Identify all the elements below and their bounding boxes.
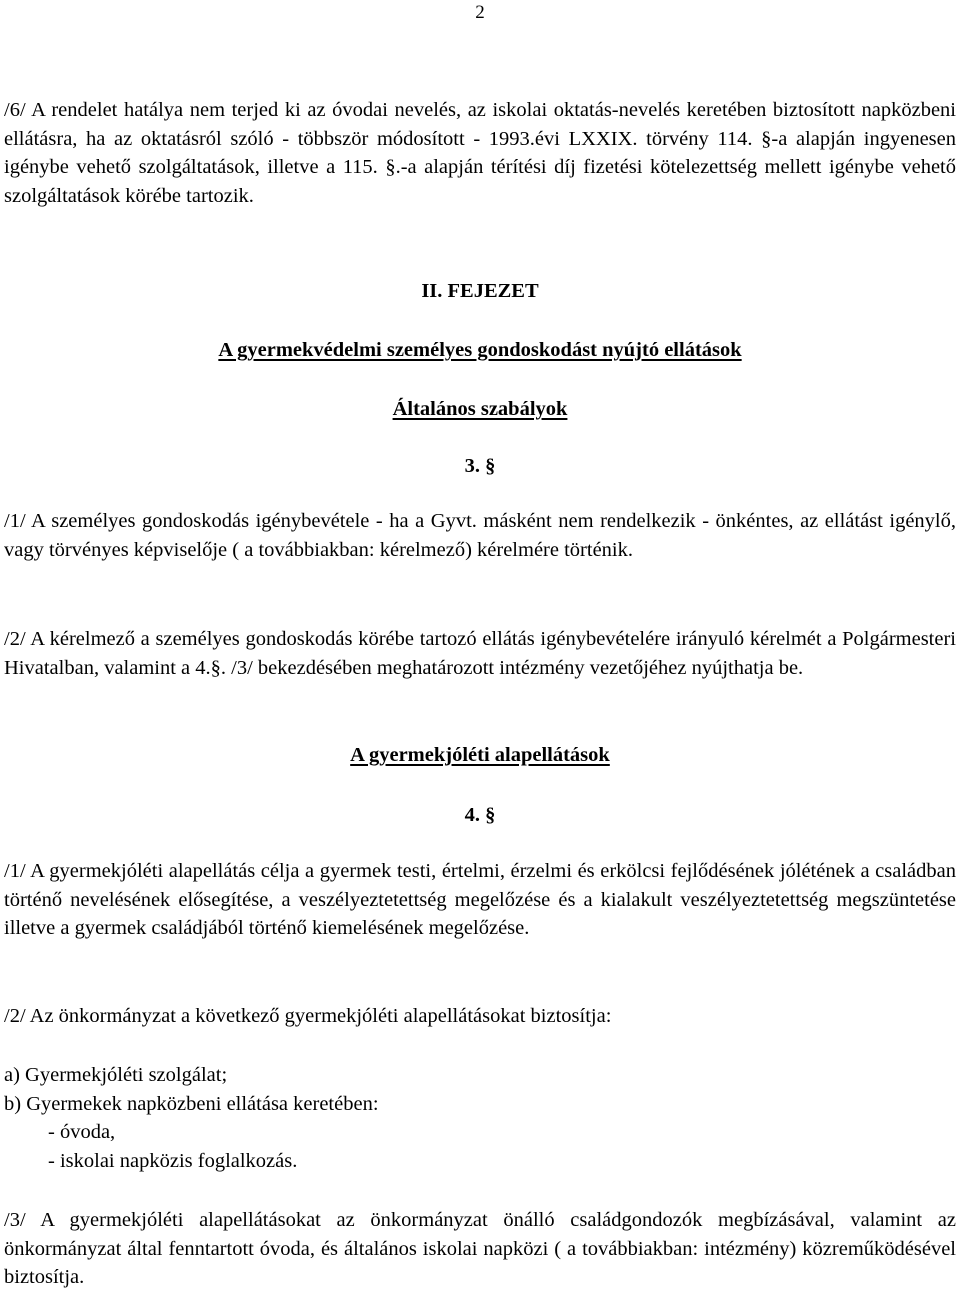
basic-care-heading: A gyermekjóléti alapellátások — [350, 744, 610, 766]
general-rules-heading: Általános szabályok — [392, 398, 568, 420]
chapter-title: A gyermekvédelmi személyes gondoskodást nyújtó ellátások — [218, 339, 742, 361]
section-4-heading: 4. § — [464, 804, 496, 826]
section-4-paragraph-1: /1/ A gyermekjóléti alapellátás célja a gyermek testi, értelmi, érzelmi és erkölcsi fejlődésének jólétének a családban történő nevelésének elősegítése, a veszélyeztetettség megelőzése és a kialakult veszélyeztetettség megszüntetése illetve a gyermek családjából történő kiemelésének megelőzése. — [4, 860, 956, 939]
list-subitem-napkozi: - iskolai napközis foglalkozás. — [48, 1149, 298, 1172]
paragraph-6: /6/ A rendelet hatálya nem terjed ki az óvodai nevelés, az iskolai oktatás-nevelés keretében biztosított napközbeni ellátásra, ha az oktatásról szóló - többször módosított - 1993.évi LXXIX. törvény 114. §-a alapján ingyenesen igénybe vehető szolgáltatások, illetve a 115. §.-a alapján térítési díj fizetési kötelezettség mellett igénybe vehető szolgáltatások körébe tartozik. — [4, 99, 956, 207]
section-3-paragraph-2: /2/ A kérelmező a személyes gondoskodás körébe tartozó ellátás igénybevételére irányuló kérelmét a Polgármesteri Hivatalban, valamint a 4.§. /3/ bekezdésében meghatározott intézmény vezetőjéhez nyújthatja be. — [4, 628, 956, 679]
section-4-paragraph-3: /3/ A gyermekjóléti alapellátásokat az önkormányzat önálló családgondozók megbízásával, valamint az önkormányzat által fenntartott óvoda, és általános iskolai napközi ( a továbbiakban: intézmény) közreműködésével biztosítja. — [4, 1209, 956, 1288]
care-list — [4, 1061, 956, 1175]
section-4-paragraph-2: /2/ Az önkormányzat a következő gyermekjóléti alapellátásokat biztosítja: — [4, 1005, 612, 1027]
list-item-a: a) Gyermekjóléti szolgálat; — [4, 1064, 228, 1086]
page-number: 2 — [475, 2, 485, 23]
list-subitem-ovoda: - óvoda, — [48, 1121, 116, 1143]
list-item-b: b) Gyermekek napközbeni ellátása keretében: — [4, 1092, 379, 1115]
section-3-heading: 3. § — [464, 455, 496, 477]
chapter-heading: II. FEJEZET — [421, 280, 539, 302]
section-3-paragraph-1: /1/ A személyes gondoskodás igénybevétele - ha a Gyvt. másként nem rendelkezik - önkéntes, az ellátást igénylő, vagy törvényes képviselője ( a továbbiakban: kérelmező) kérelmére történik. — [4, 510, 956, 561]
